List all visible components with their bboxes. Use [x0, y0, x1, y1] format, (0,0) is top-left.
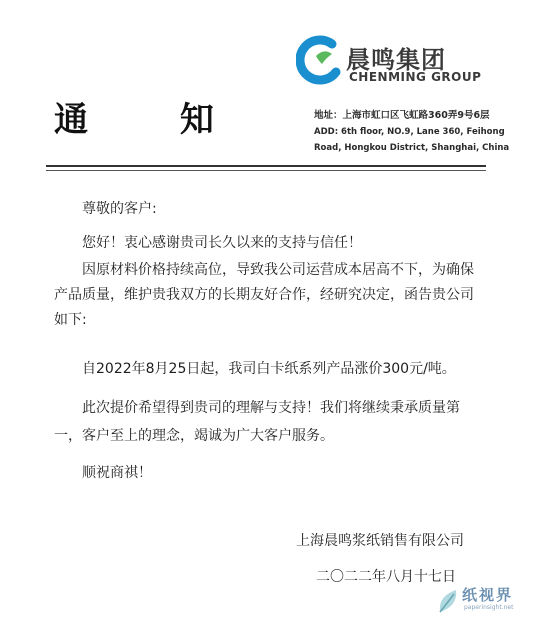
address-cn: 地址：上海市虹口区飞虹路360弄9号6层 [314, 110, 490, 121]
paragraph-appreciation: 此次提价希望得到贵司的理解与支持！我们将继续秉承质量第一，客户至上的理念，竭诚为广大客户服务。 [54, 400, 460, 444]
paragraph-reason: 因原材料价格持续高位，导致我公司运营成本居高不下，为确保产品质量，维护贵我双方的长期友好合作，经研究决定，函告贵公司如下: [54, 262, 474, 328]
watermark [434, 582, 534, 620]
address-en-line1: ADD: 6th floor, NO.9, Lane 360, Feihong [314, 127, 505, 137]
announcement: 自2022年8月25日起，我司白卡纸系列产品涨价300元/吨。 [82, 361, 456, 377]
logo-mark-icon [296, 34, 344, 86]
header-divider-thin [46, 170, 486, 171]
watermark-sub: paperinsight.net [464, 604, 514, 611]
company-signature: 上海晨鸣浆纸销售有限公司 [296, 533, 464, 549]
address-en-line2: Road, Hongkou District, Shanghai, China [314, 143, 510, 153]
header-divider [46, 165, 486, 167]
company-logo [296, 34, 496, 94]
closing: 顺祝商祺！ [82, 465, 152, 481]
page-title: 通 知 [54, 100, 254, 140]
greeting: 您好！衷心感谢贵司长久以来的支持与信任！ [82, 235, 362, 251]
address-block [314, 108, 524, 156]
watermark-leaf-icon [436, 586, 462, 616]
watermark-text: 纸视界 [462, 586, 514, 604]
signature-date: 二〇二二年八月十七日 [316, 569, 456, 585]
logo-name-cn: 晨鸣集团 [346, 46, 446, 74]
logo-name-en: CHENMING GROUP [349, 70, 482, 84]
salutation: 尊敬的客户: [82, 201, 157, 217]
